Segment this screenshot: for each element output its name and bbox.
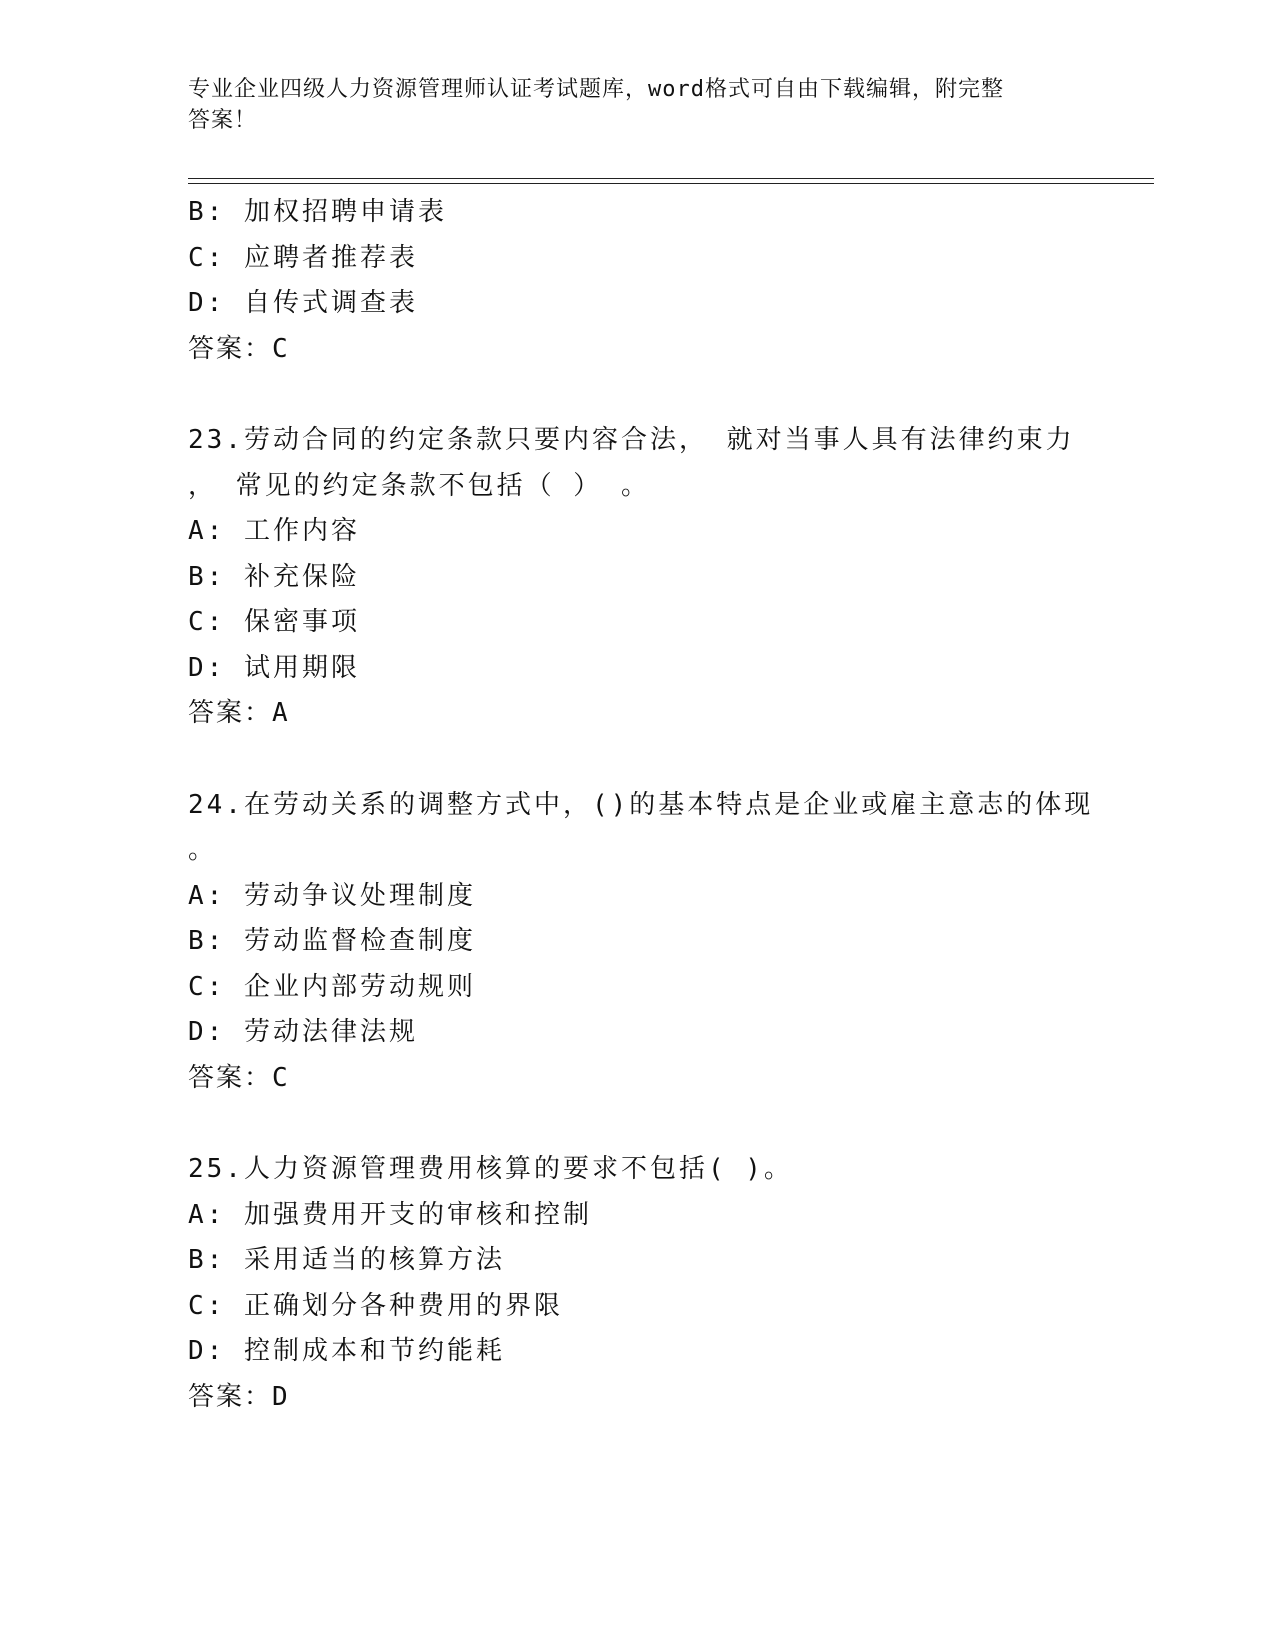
header-divider-bottom (188, 183, 1154, 184)
option-b: B: 加权招聘申请表 (188, 197, 447, 227)
option-b: B: 采用适当的核算方法 (188, 1245, 505, 1275)
answer-line: 答案：D (188, 1381, 290, 1412)
option-c: C: 应聘者推荐表 (188, 242, 418, 273)
question-stem: 24.在劳动关系的调整方式中，()的基本特点是企业或雇主意志的体现 (188, 789, 1094, 820)
answer-line: 答案：C (188, 333, 290, 364)
option-d: D: 劳动法律法规 (188, 1017, 418, 1047)
document-header (188, 74, 1068, 136)
option-b: B: 补充保险 (188, 561, 360, 592)
header-divider-top (188, 178, 1154, 179)
answer-line: 答案：C (188, 1062, 290, 1093)
question-stem-continued: 。 (188, 835, 218, 865)
option-a: A: 工作内容 (188, 516, 360, 546)
option-d: D: 试用期限 (188, 652, 360, 683)
option-b: B: 劳动监督检查制度 (188, 926, 476, 956)
question-22-continued (188, 190, 1088, 372)
option-a: A: 劳动争议处理制度 (188, 880, 476, 911)
option-c: C: 企业内部劳动规则 (188, 971, 476, 1002)
question-stem-continued: ， 常见的约定条款不包括（ ） 。 (188, 470, 650, 501)
question-25 (188, 1147, 1088, 1420)
question-list (188, 190, 1094, 1420)
option-d: D: 自传式调查表 (188, 288, 418, 318)
option-d: D: 控制成本和节约能耗 (188, 1336, 505, 1366)
option-a: A: 加强费用开支的审核和控制 (188, 1199, 592, 1230)
question-24 (188, 783, 1094, 1102)
answer-line: 答案：A (188, 698, 290, 728)
header-line-2: 答案！ (188, 108, 258, 133)
header-line-1: 专业企业四级人力资源管理师认证考试题库，word格式可自由下载编辑，附完整 (188, 77, 1004, 102)
option-c: C: 正确划分各种费用的界限 (188, 1290, 563, 1321)
question-23 (188, 418, 1088, 737)
option-c: C: 保密事项 (188, 607, 360, 637)
question-stem: 23.劳动合同的约定条款只要内容合法， 就对当事人具有法律约束力 (188, 425, 1075, 455)
question-stem: 25.人力资源管理费用核算的要求不包括( )。 (188, 1154, 793, 1184)
